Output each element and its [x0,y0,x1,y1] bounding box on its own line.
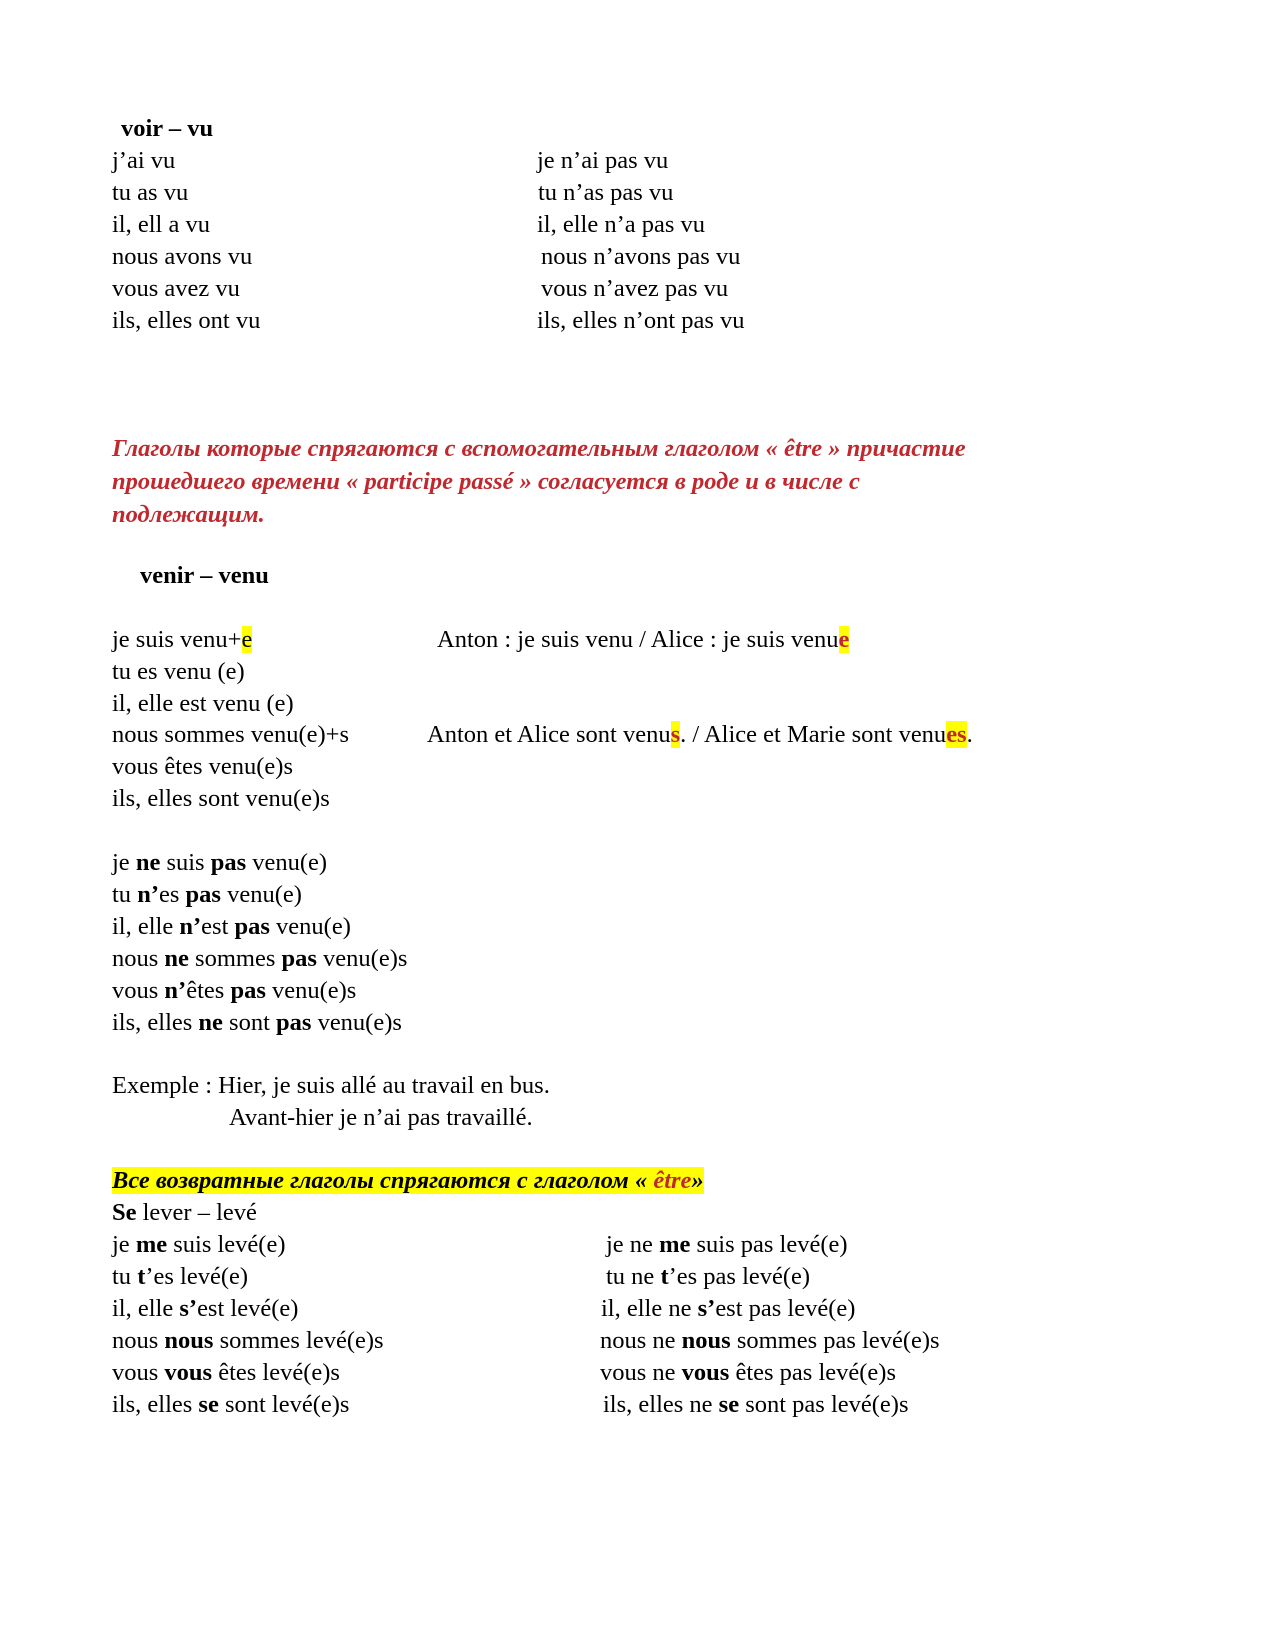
se-lever-aff-1-a: je [112,1231,136,1258]
voir-neg-3: il, elle n’a pas vu [537,211,706,238]
se-lever-aff-2-c: ’es levé(e) [145,1263,249,1290]
venir-neg-6-b: ne [198,1009,223,1036]
se-lever-neg-6 [603,1390,909,1420]
voir-aff-4: nous avons vu [112,243,253,270]
se-lever-neg-2 [606,1262,810,1292]
venir-example-2-b: . / Alice et Marie sont venu [680,721,947,748]
venir-neg-6-a: ils, elles [112,1009,199,1036]
se-lever-neg-5-a: vous ne [600,1359,682,1386]
venir-neg-5-c: êtes [186,977,231,1004]
venir-neg-3-c: est [201,913,235,940]
se-lever-aff-3-a: il, elle [112,1295,180,1322]
se-lever-neg-4-a: nous ne [600,1327,682,1354]
voir-neg-4: nous n’avons pas vu [541,243,741,270]
se-lever-neg-1-a: je ne [606,1231,660,1258]
venir-neg-2-b: n’ [137,881,159,908]
venir-neg-4 [112,944,407,974]
voir-aff-5: vous avez vu [112,275,240,302]
example-line-2: Avant-hier je n’ai pas travaillé. [229,1104,533,1131]
se-lever-aff-4-c: sommes levé(e)s [213,1327,384,1354]
venir-neg-3-a: il, elle [112,913,180,940]
venir-example-1-highlight: e [838,626,850,653]
se-lever-neg-3 [601,1294,855,1324]
venir-row-2: tu es venu (e) [112,658,245,685]
se-lever-neg-4 [600,1326,940,1356]
voir-aff-6: ils, elles ont vu [112,307,261,334]
venir-neg-5-b: n’ [164,977,187,1004]
se-lever-neg-6-c: sont pas levé(e)s [739,1391,909,1418]
venir-neg-3-b: n’ [179,913,202,940]
se-lever-aff-3-c: est levé(e) [197,1295,299,1322]
se-lever-neg-4-pronoun: nous [681,1327,731,1354]
venir-row-1-base: je suis venu+ [112,626,242,653]
se-lever-neg-2-c: ’es pas levé(e) [668,1263,811,1290]
venir-neg-2-c: es [158,881,186,908]
se-lever-neg-5 [600,1358,896,1388]
venir-neg-2-d: pas [185,881,221,908]
example-line-1: Exemple : Hier, je suis allé au travail en bus. [112,1072,550,1099]
venir-row-4: nous sommes venu(e)+s [112,721,350,748]
venir-neg-6-c: sont [222,1009,277,1036]
se-lever-aff-6-a: ils, elles [112,1391,199,1418]
se-lever-aff-5 [112,1358,340,1388]
se-lever-neg-4-c: sommes pas levé(e)s [730,1327,940,1354]
voir-neg-1: je n’ai pas vu [537,147,669,174]
venir-neg-4-a: nous [112,945,165,972]
voir-aff-3: il, ell a vu [112,211,210,238]
se-lever-aff-1-pronoun: me [135,1231,168,1258]
voir-aff-1: j’ai vu [112,147,176,174]
venir-neg-5-e: venu(e)s [265,977,357,1004]
venir-row-5: vous êtes venu(e)s [112,753,293,780]
venir-neg-2-e: venu(e) [220,881,302,908]
venir-neg-5 [112,976,356,1006]
se-lever-title-bold: Se [112,1199,137,1226]
venir-example-1 [437,625,849,655]
se-lever-neg-6-a: ils, elles ne [603,1391,719,1418]
se-lever-aff-5-a: vous [112,1359,165,1386]
se-lever-neg-1-pronoun: me [659,1231,691,1258]
venir-example-2-hl2: es [946,721,967,748]
venir-example-2-a: Anton et Alice sont venu [427,721,671,748]
se-lever-aff-5-pronoun: vous [164,1359,213,1386]
venir-example-2 [427,720,973,750]
se-lever-aff-6 [112,1390,349,1420]
venir-neg-1-b: ne [135,849,161,876]
se-lever-neg-3-pronoun: s’ [697,1295,716,1322]
venir-row-3: il, elle est venu (e) [112,690,294,717]
venir-title: venir – venu [140,562,269,589]
venir-example-1-text: Anton : je suis venu / Alice : je suis venu [437,626,839,653]
venir-neg-4-c: sommes [188,945,282,972]
reflexive-rule-c: » [691,1167,704,1194]
reflexive-rule [112,1166,704,1196]
se-lever-aff-6-c: sont levé(e)s [218,1391,350,1418]
se-lever-aff-2 [112,1262,248,1292]
venir-neg-5-a: vous [112,977,165,1004]
venir-neg-3-e: venu(e) [269,913,351,940]
venir-neg-1 [112,848,327,878]
voir-neg-5: vous n’avez pas vu [541,275,729,302]
venir-neg-6-e: venu(e)s [311,1009,402,1036]
venir-neg-3-d: pas [234,913,270,940]
se-lever-neg-6-pronoun: se [718,1391,740,1418]
reflexive-rule-etre: être [653,1167,692,1194]
se-lever-neg-2-pronoun: t [660,1263,669,1290]
venir-neg-1-a: je [112,849,136,876]
venir-example-2-hl1: s [670,721,681,748]
venir-neg-1-e: venu(e) [246,849,328,876]
se-lever-aff-4-pronoun: nous [164,1327,214,1354]
se-lever-neg-5-c: êtes pas levé(e)s [729,1359,896,1386]
venir-row-1 [112,625,252,655]
se-lever-neg-5-pronoun: vous [681,1359,730,1386]
se-lever-neg-3-a: il, elle ne [601,1295,698,1322]
rule-etre-line2: прошедшего времени « participe passé » согласуется в роде и в числе с [112,468,860,495]
voir-neg-2: tu n’as pas vu [538,179,674,206]
reflexive-rule-a: Все возвратные глаголы спрягаются с глаголом « [112,1167,654,1194]
venir-neg-1-d: pas [210,849,247,876]
se-lever-neg-1-c: suis pas levé(e) [690,1231,848,1258]
venir-neg-4-d: pas [281,945,317,972]
se-lever-aff-2-pronoun: t [137,1263,146,1290]
voir-aff-2: tu as vu [112,179,189,206]
se-lever-aff-4 [112,1326,384,1356]
venir-neg-6-d: pas [276,1009,312,1036]
rule-etre-line1: Глаголы которые спрягаются с вспомогательным глаголом « être » причастие [112,435,966,462]
venir-row-1-highlight: e [241,626,253,653]
se-lever-neg-3-c: est pas levé(e) [715,1295,856,1322]
venir-neg-4-e: venu(e)s [316,945,408,972]
venir-neg-3 [112,912,351,942]
venir-neg-4-b: ne [164,945,189,972]
se-lever-aff-3 [112,1294,298,1324]
se-lever-neg-1 [606,1230,848,1260]
venir-row-6: ils, elles sont venu(e)s [112,785,330,812]
venir-example-2-c: . [966,721,973,748]
se-lever-aff-2-a: tu [112,1263,138,1290]
se-lever-aff-1-c: suis levé(e) [167,1231,286,1258]
se-lever-aff-6-pronoun: se [198,1391,219,1418]
rule-etre-line3: подлежащим. [112,501,265,528]
voir-neg-6: ils, elles n’ont pas vu [537,307,745,334]
venir-neg-5-d: pas [230,977,266,1004]
venir-neg-2 [112,880,302,910]
venir-neg-1-c: suis [160,849,211,876]
se-lever-aff-3-pronoun: s’ [179,1295,198,1322]
se-lever-neg-2-a: tu ne [606,1263,661,1290]
venir-neg-6 [112,1008,402,1038]
se-lever-aff-4-a: nous [112,1327,165,1354]
se-lever-title-rest: lever – levé [136,1199,257,1226]
voir-title: voir – vu [121,115,214,142]
se-lever-aff-5-c: êtes levé(e)s [212,1359,340,1386]
se-lever-aff-1 [112,1230,285,1260]
se-lever-title [112,1198,257,1228]
venir-neg-2-a: tu [112,881,138,908]
